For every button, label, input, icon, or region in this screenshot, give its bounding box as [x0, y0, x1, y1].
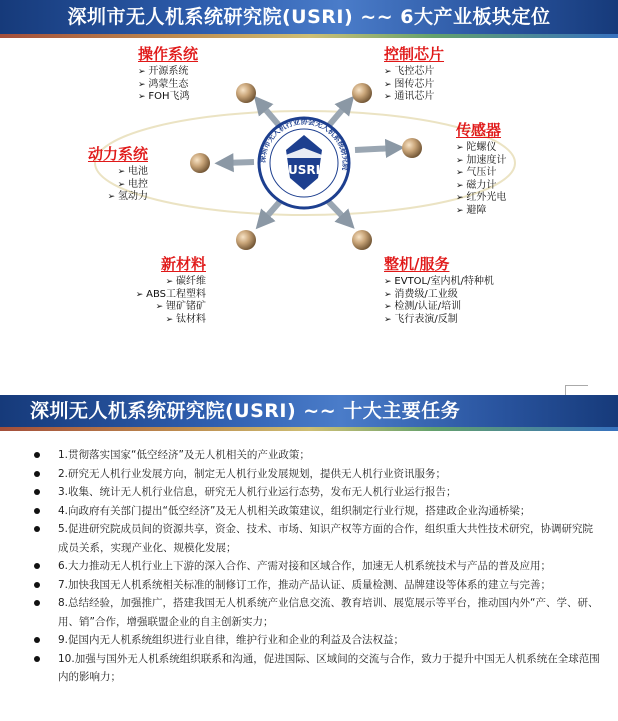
task-item: 4.向政府有关部门提出“低空经济”及无人机相关政策建议，组织制定行业行规，搭建政企业沟通桥梁；	[30, 502, 600, 521]
list-item: ➢ 检测/认证/培训	[384, 301, 494, 314]
category-title: 操作系统	[138, 45, 199, 63]
list-item: ➢ 电池	[60, 166, 148, 179]
list-item: ➢ 氢动力	[60, 191, 148, 204]
arrow-right	[355, 148, 395, 150]
ball-top-left	[236, 83, 256, 103]
list-item: ➢ 鸿蒙生态	[138, 79, 198, 92]
ball-right	[402, 138, 422, 158]
list-item: ➢ 图传芯片	[384, 79, 444, 92]
category-title: 动力系统	[87, 145, 148, 163]
category-os	[138, 46, 198, 104]
list-item: ➢ 避障	[456, 205, 506, 218]
task-item: 2.研究无人机行业发展方向，制定无人机行业发展规划，提供无人机行业资讯服务；	[30, 465, 600, 484]
list-item: ➢ 磁力计	[456, 180, 506, 193]
logo-ring-text: 深圳市无人机行业协会无人机系统研究院	[257, 116, 351, 171]
industry-diagram	[0, 38, 618, 388]
list-item: ➢ 钛材料	[118, 314, 206, 327]
category-title: 整机/服务	[384, 255, 450, 273]
list-item: ➢ 锂矿锗矿	[118, 301, 206, 314]
list-item: ➢ 通讯芯片	[384, 91, 444, 104]
list-item: ➢ 加速度计	[456, 155, 506, 168]
task-list	[30, 446, 600, 687]
category-chips	[384, 46, 444, 104]
category-title: 传感器	[456, 121, 502, 139]
ball-bottom-right	[352, 230, 372, 250]
diagram-graphics	[0, 38, 618, 388]
category-products-services	[384, 256, 494, 326]
category-title: 控制芯片	[384, 45, 445, 63]
list-item: ➢ 消费级/工业级	[384, 289, 494, 302]
list-item: ➢ 飞控芯片	[384, 66, 444, 79]
arrow-left	[224, 162, 254, 163]
task-item: 3.收集、统计无人机行业信息，研究无人机行业运行态势，发布无人机行业运行报告；	[30, 483, 600, 502]
list-item: ➢ 碳纤维	[118, 276, 206, 289]
category-title: 新材料	[160, 255, 206, 273]
task-item: 7.加快我国无人机系统相关标准的制修订工作，推动产品认证、质量检测、品牌建设等体系的建立与完善；	[30, 576, 600, 595]
ball-left	[190, 153, 210, 173]
slide1-title: 深圳市无人机系统研究院(USRI) ~~ 6大产业板块定位	[67, 6, 551, 28]
list-item: ➢ 开源系统	[138, 66, 198, 79]
list-item: ➢ 红外光电	[456, 192, 506, 205]
category-materials	[118, 256, 206, 326]
task-item: 5.促进研究院成员间的资源共享，资金、技术、市场、知识产权等方面的合作，组织重大共性技术研究，协调研究院成员关系，实现产业化、规模化发展；	[30, 520, 600, 557]
task-item: 10.加强与国外无人机系统组织联系和沟通，促进国际、区域间的交流与合作，致力于提升中国无人机系统在全球范围内的影响力；	[30, 650, 600, 687]
task-item: 6.大力推动无人机行业上下游的深入合作、产需对接和区域合作，加速无人机系统技术与产品的普及应用；	[30, 557, 600, 576]
task-item: 8.总结经验，加强推广，搭建我国无人机系统产业信息交流、教育培训、展览展示等平台，推动国内外“产、学、研、用、销”合作，增强联盟企业的自主创新实力；	[30, 594, 600, 631]
logo-abbr: USRI	[287, 163, 321, 177]
list-item: ➢ 飞行表演/反制	[384, 314, 494, 327]
task-item: 1.贯彻落实国家“低空经济”及无人机相关的产业政策；	[30, 446, 600, 465]
category-sensors	[456, 122, 506, 217]
task-item: 9.促国内无人机系统组织进行业自律，维护行业和企业的利益及合法权益；	[30, 631, 600, 650]
list-item: ➢ ABS工程塑料	[118, 289, 206, 302]
list-item: ➢ 陀螺仪	[456, 142, 506, 155]
list-item: ➢ EVTOL/室内机/特种机	[384, 276, 494, 289]
slide1-title-banner	[0, 0, 618, 38]
slide2-title: 深圳无人机系统研究院(USRI) ~~ 十大主要任务	[30, 400, 461, 422]
ball-top-right	[352, 83, 372, 103]
list-item: ➢ FOH飞鸿	[138, 91, 198, 104]
usri-logo	[258, 117, 350, 208]
ball-bottom-left	[236, 230, 256, 250]
category-power	[60, 146, 148, 204]
slide2-title-banner	[0, 395, 618, 431]
list-item: ➢ 气压计	[456, 167, 506, 180]
list-item: ➢ 电控	[60, 179, 148, 192]
